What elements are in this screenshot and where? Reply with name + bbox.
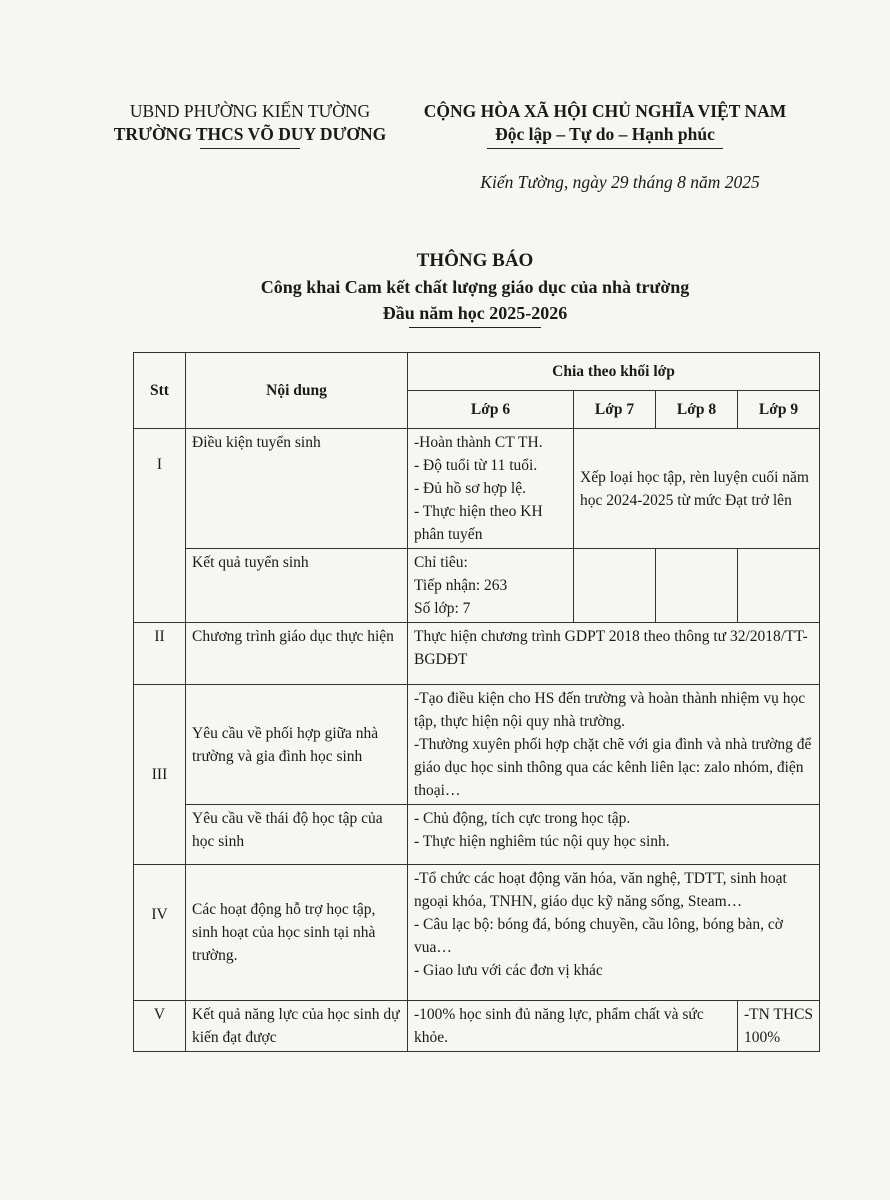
document-title-block [130, 248, 820, 328]
row-value: -Tổ chức các hoạt động văn hóa, văn nghệ, TDTT, sinh hoạt ngoại khóa, TNHN, giáo dục kỹ năng sống, Steam… - Câu lạc bộ: bóng đá, bóng chuyền, cầu lông, bóng bàn, cờ vua… - Giao lưu với các đơn vị khác [408, 865, 820, 1001]
row-label: Yêu cầu về phối hợp giữa nhà trường và gia đình học sinh [186, 685, 408, 805]
row-label: Chương trình giáo dục thực hiện [186, 623, 408, 685]
row-label: Kết quả tuyển sinh [186, 549, 408, 623]
row-grade7-9-value: Xếp loại học tập, rèn luyện cuối năm học 2024-2025 từ mức Đạt trở lên [574, 429, 820, 549]
title-underline [409, 327, 541, 328]
table-row [134, 1001, 820, 1052]
header-grade-group: Chia theo khối lớp [408, 353, 820, 391]
empty-cell [738, 549, 820, 623]
school-name: TRƯỜNG THCS VÕ DUY DƯƠNG [113, 124, 387, 144]
document-subtitle: Công khai Cam kết chất lượng giáo dục của nhà trường [260, 277, 690, 297]
header-stt: Stt [134, 353, 186, 429]
row-label: Kết quả năng lực của học sinh dự kiến đạt được [186, 1001, 408, 1052]
header-grade-6: Lớp 6 [408, 391, 574, 429]
commitment-table [133, 352, 820, 1052]
row-value: - Chủ động, tích cực trong học tập. - Thực hiện nghiêm túc nội quy học sinh. [408, 805, 820, 865]
row-label: Các hoạt động hỗ trợ học tập, sinh hoạt của học sinh tại nhà trường. [186, 865, 408, 1001]
school-year: Đầu năm học 2025-2026 [382, 303, 568, 323]
issuer-block [100, 100, 400, 149]
document-date: Kiến Tường, ngày 29 tháng 8 năm 2025 [480, 172, 760, 192]
row-label: Điều kiện tuyển sinh [186, 429, 408, 549]
table-row [134, 623, 820, 685]
row-stt: V [134, 1001, 186, 1052]
header-grade-9: Lớp 9 [738, 391, 820, 429]
document-title: THÔNG BÁO [416, 250, 534, 271]
table-row [134, 805, 820, 865]
header-grade-7: Lớp 7 [574, 391, 656, 429]
issuer-authority: UBND PHƯỜNG KIẾN TƯỜNG [129, 101, 371, 121]
row-stt: I [134, 429, 186, 623]
row-grade6-8-value: -100% học sinh đủ năng lực, phẩm chất và sức khỏe. [408, 1001, 738, 1052]
school-underline [200, 148, 300, 149]
header-content: Nội dung [186, 353, 408, 429]
header-grade-8: Lớp 8 [656, 391, 738, 429]
table-row [134, 685, 820, 805]
country-name: CỘNG HÒA XÃ HỘI CHỦ NGHĨA VIỆT NAM [423, 101, 787, 121]
motto-underline [487, 148, 723, 149]
row-label: Yêu cầu về thái độ học tập của học sinh [186, 805, 408, 865]
row-grade6-value: Chỉ tiêu: Tiếp nhận: 263 Số lớp: 7 [408, 549, 574, 623]
table-row [134, 865, 820, 1001]
row-stt: II [134, 623, 186, 685]
row-value: -Tạo điều kiện cho HS đến trường và hoàn thành nhiệm vụ học tập, thực hiện nội quy nhà trường. -Thường xuyên phối hợp chặt chẽ với gia đình và nhà trường để giáo dục học sinh thông qua các kênh liên lạc: zalo nhóm, điện thoại… [408, 685, 820, 805]
empty-cell [574, 549, 656, 623]
empty-cell [656, 549, 738, 623]
row-stt: III [134, 685, 186, 865]
row-grade6-value: -Hoàn thành CT TH. - Độ tuổi từ 11 tuổi. - Đủ hồ sơ hợp lệ. - Thực hiện theo KH phân tuyến [408, 429, 574, 549]
table-row [134, 429, 820, 549]
row-grade9-value: -TN THCS 100% [738, 1001, 820, 1052]
national-motto-block [420, 100, 790, 149]
table-row [134, 549, 820, 623]
row-stt: IV [134, 865, 186, 1001]
row-value: Thực hiện chương trình GDPT 2018 theo thông tư 32/2018/TT-BGDĐT [408, 623, 820, 685]
table-header-row [134, 353, 820, 391]
motto: Độc lập – Tự do – Hạnh phúc [495, 124, 715, 144]
